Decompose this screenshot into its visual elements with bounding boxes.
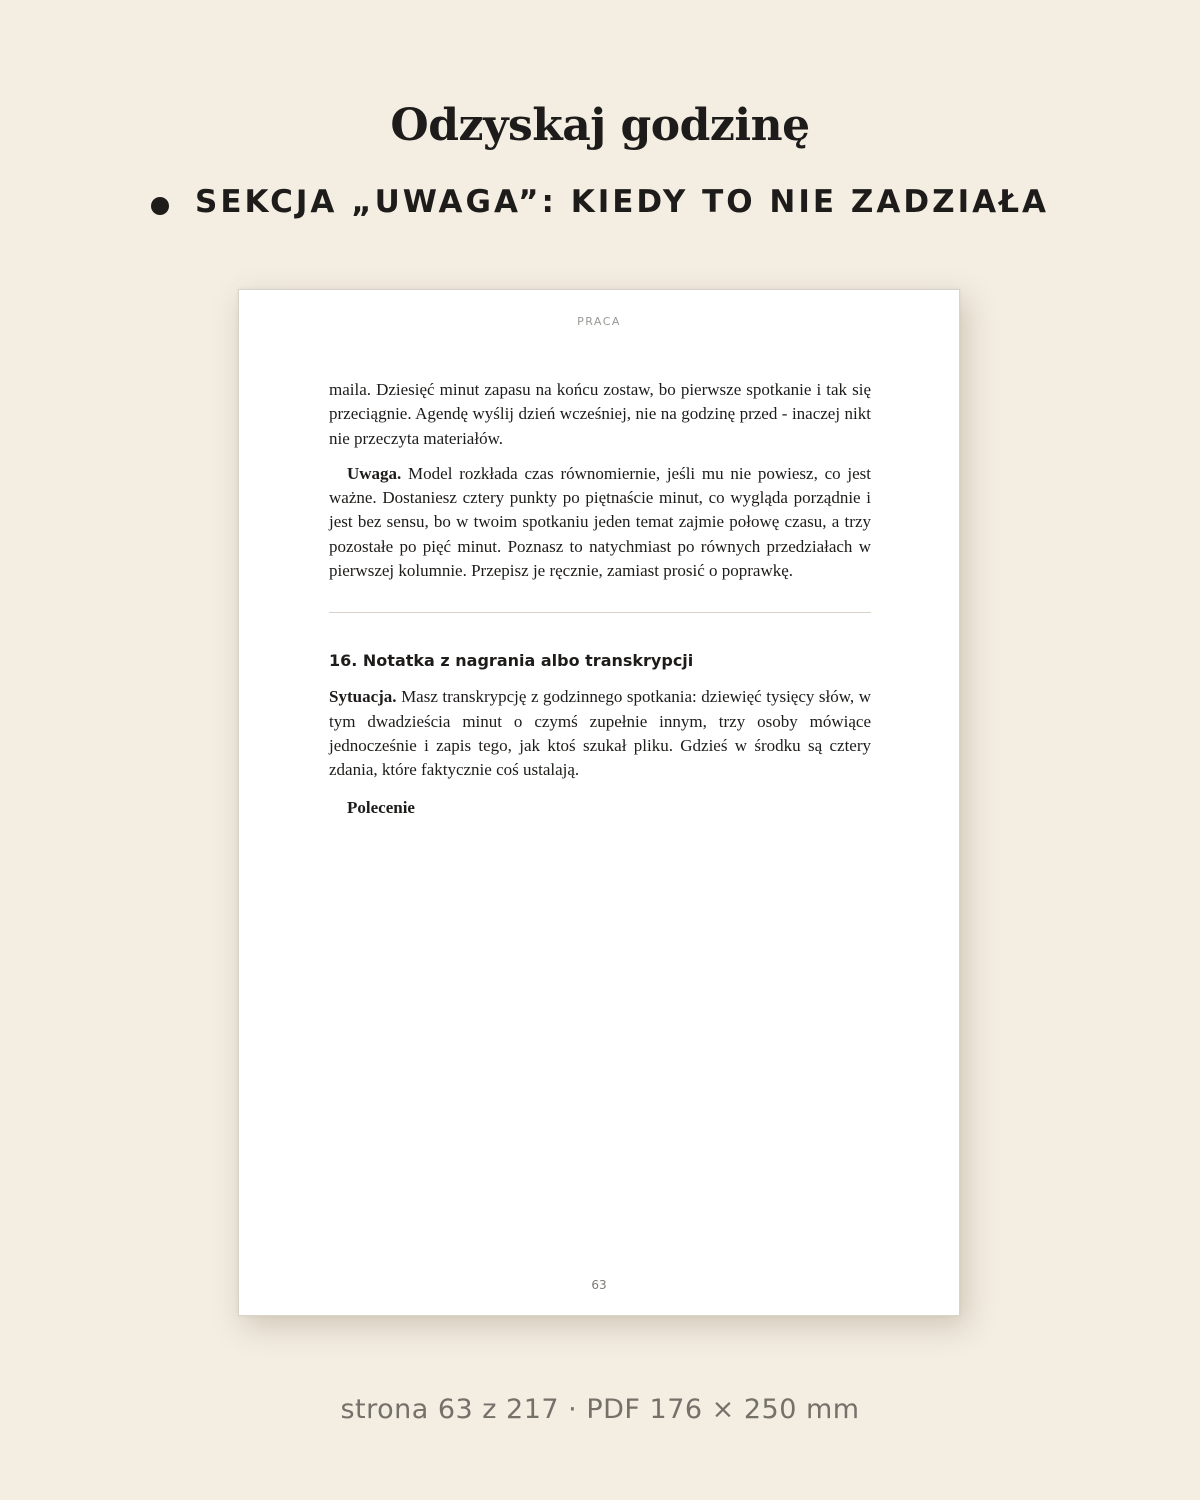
recipe-heading: 16. Notatka z nagrania albo transkrypcji: [329, 651, 694, 671]
running-head: PRACA: [577, 315, 621, 328]
section-heading: [0, 180, 1200, 224]
situation-body: Masz transkrypcję z godzinnego spotkania: dziewięć tysięcy słów, w tym dwadzieścia minut o czymś zupełnie innym, trzy osoby mówiące jednocześnie i zapis tego, jak ktoś szukał pliku. Gdzieś w środku są cztery zdania, które faktycznie coś ustalają.: [329, 687, 871, 780]
book-title: Odzyskaj godzinę: [390, 100, 810, 151]
prompt-label: Polecenie: [347, 797, 415, 817]
pdf-page-preview: [238, 289, 960, 1316]
page-caption: strona 63 z 217 · PDF 176 × 250 mm: [340, 1394, 860, 1425]
section-label: SEKCJA „UWAGA”: KIEDY TO NIE ZADZIAŁA: [195, 184, 1049, 220]
paragraph-situation: [329, 685, 871, 782]
page-content: [329, 378, 871, 820]
warning-lead: Uwaga.: [347, 463, 402, 483]
section-divider: [329, 612, 871, 613]
paragraph-continuation: maila. Dziesięć minut zapasu na końcu zostaw, bo pierwsze spotkanie i tak się przeciągnie. Agendę wyślij dzień wcześniej, nie na godzinę przed - inaczej nikt nie przeczyta materiałów.: [329, 380, 871, 448]
warning-body: Model rozkłada czas równomiernie, jeśli mu nie powiesz, co jest ważne. Dostaniesz cztery punkty po piętnaście minut, co wygląda porządnie i jest bez sensu, bo w twoim spotkaniu jeden temat zajmie połowę czasu, a trzy pozostałe po pięć minut. Poznasz to natychmiast po równych przedziałach w pierwszej kolumnie. Przepisz je ręcznie, zamiast prosić o poprawkę.: [329, 463, 871, 581]
paragraph-warning: [329, 462, 871, 583]
page-number: 63: [591, 1278, 607, 1292]
bullet-dot-icon: [151, 197, 169, 215]
situation-lead: Sytuacja.: [329, 687, 397, 707]
